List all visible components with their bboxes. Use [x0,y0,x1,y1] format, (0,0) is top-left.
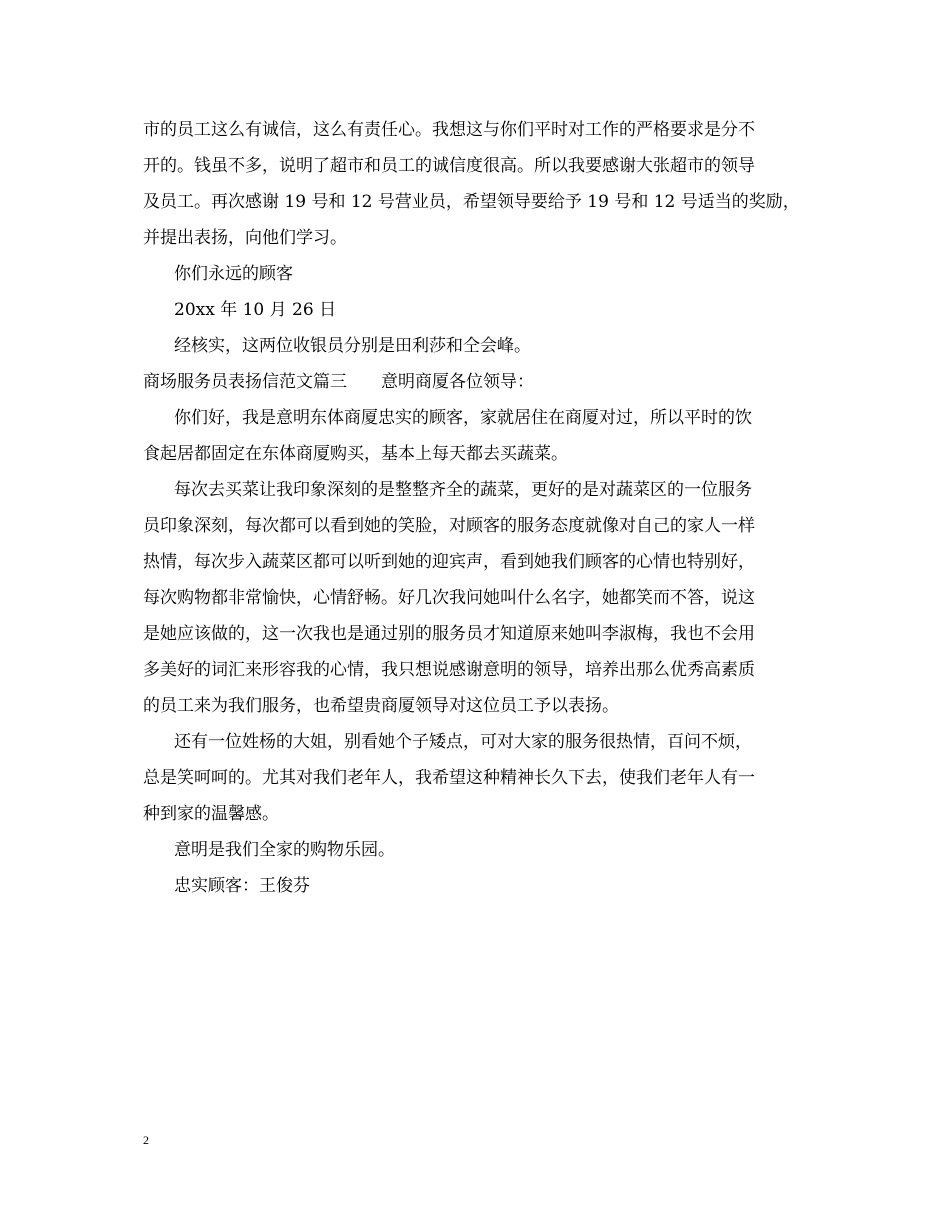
body-line-15: 是她应该做的，这一次我也是通过别的服务员才知道原来她叫李淑梅，我也不会用 [143,624,755,644]
signature-line: 忠实顾客：王俊芬 [174,876,310,896]
body-line-16: 多美好的词汇来形容我的心情，我只想说感谢意明的领导，培养出那么优秀高素质 [143,660,755,680]
verification-note: 经核实，这两位收银员分别是田利莎和仝会峰。 [174,336,531,356]
body-line-14: 每次购物都非常愉快，心情舒畅。好几次我问她叫什么名字，她都笑而不答，说这 [143,588,755,608]
page-number: 2 [143,1133,149,1147]
body-line-4: 并提出表扬，向他们学习。 [143,228,347,248]
body-line-19: 总是笑呵呵的。尤其对我们老年人，我希望这种精神长久下去，使我们老年人有一 [143,768,755,788]
body-line-21: 意明是我们全家的购物乐园。 [174,840,395,860]
section-heading: 商场服务员表扬信范文篇三 意明商厦各位领导： [143,372,534,392]
body-line-3: 及员工。再次感谢 19 号和 12 号营业员，希望领导要给予 19 号和 12 号适当的奖励， [143,192,800,212]
body-line-20: 种到家的温馨感。 [143,804,279,824]
body-line-18: 还有一位姓杨的大姐，别看她个子矮点，可对大家的服务很热情，百问不烦， [174,732,752,752]
body-line-1: 市的员工这么有诚信，这么有责任心。我想这与你们平时对工作的严格要求是分不 [143,120,755,140]
body-line-10: 食起居都固定在东体商厦购买，基本上每天都去买蔬菜。 [143,444,568,464]
body-line-17: 的员工来为我们服务，也希望贵商厦领导对这位员工予以表扬。 [143,696,619,716]
body-line-12: 员印象深刻，每次都可以看到她的笑脸，对顾客的服务态度就像对自己的家人一样 [143,516,755,536]
closing-line: 你们永远的顾客 [174,264,293,284]
body-line-9: 你们好，我是意明东体商厦忠实的顾客，家就居住在商厦对过，所以平时的饮 [174,408,752,428]
body-line-11: 每次去买菜让我印象深刻的是整整齐全的蔬菜，更好的是对蔬菜区的一位服务 [174,480,752,500]
date-line: 20xx 年 10 月 26 日 [174,300,337,320]
body-line-13: 热情，每次步入蔬菜区都可以听到她的迎宾声，看到她我们顾客的心情也特别好， [143,552,755,572]
body-line-2: 开的。钱虽不多，说明了超市和员工的诚信度很高。所以我要感谢大张超市的领导 [143,156,755,176]
